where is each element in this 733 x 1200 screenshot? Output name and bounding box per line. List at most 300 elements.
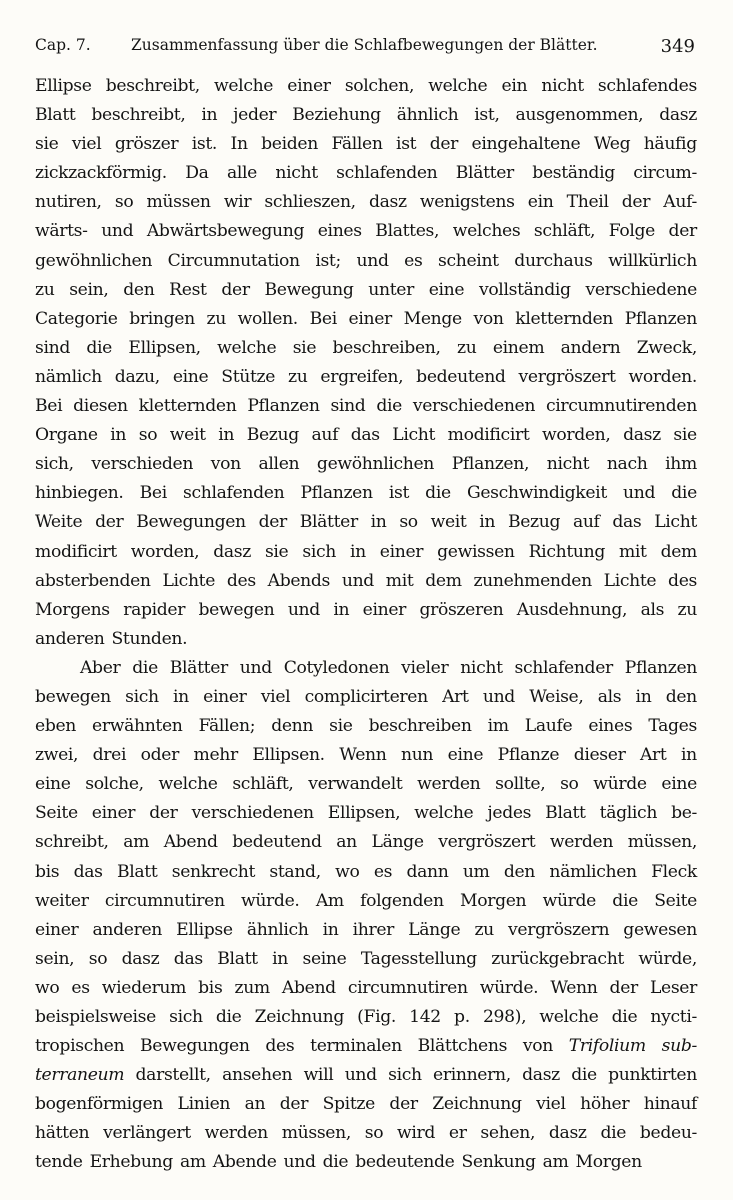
text-line (35, 1148, 697, 1177)
word: terminalen (310, 1036, 402, 1057)
word: vollständig (478, 279, 571, 300)
word: einer (91, 803, 136, 824)
word: unter (368, 279, 414, 300)
word: Ellipse (176, 919, 233, 940)
text-line (35, 1119, 697, 1148)
word: und (356, 250, 389, 271)
word: schlieszen, (264, 192, 356, 213)
word: nämlich (35, 366, 102, 387)
word: würde (593, 774, 647, 795)
word: ist (396, 134, 417, 155)
word: beständig (532, 163, 615, 184)
text-line (35, 479, 697, 508)
word: zwei, (35, 745, 79, 766)
word: die (611, 1007, 638, 1027)
page-number: 349 (660, 36, 695, 57)
word: der (621, 192, 651, 213)
word: ansehen (222, 1065, 293, 1086)
word: Bei (35, 396, 63, 417)
word: der (668, 221, 697, 242)
word: kletternden (515, 308, 614, 329)
word: Wenn (550, 977, 598, 998)
word: (Fig. (357, 1007, 396, 1027)
word: zu (474, 919, 494, 940)
word: 142 (409, 1007, 441, 1027)
word: Seite (35, 803, 78, 824)
word: viel (260, 686, 291, 707)
word: sind (35, 337, 70, 358)
word: so (560, 774, 579, 795)
word: mit (618, 541, 647, 562)
word: ist (388, 483, 410, 504)
word: Trifolium (568, 1036, 646, 1057)
word: p. (454, 1007, 470, 1027)
word: Länge (408, 919, 461, 940)
word: bogenförmigen (35, 1094, 164, 1115)
word: die (322, 1152, 349, 1173)
word: nicht (541, 76, 584, 96)
word: dasz (213, 541, 251, 562)
word: Zweck, (636, 337, 697, 358)
word: dem (425, 570, 462, 591)
word: die (671, 483, 697, 504)
text-line (35, 916, 697, 945)
word: Aber (80, 657, 121, 678)
word: ausgenommen, (515, 105, 644, 126)
text-line (35, 508, 697, 537)
word: eine (35, 774, 71, 795)
word: nämlichen (549, 861, 637, 882)
word: es (71, 977, 90, 998)
word: wiederum (101, 977, 187, 998)
word: andern (560, 337, 621, 358)
word: Weite (35, 512, 83, 533)
word: einer (35, 919, 79, 940)
word: müssen, (627, 832, 697, 853)
word: würde. (479, 977, 539, 998)
word: welche (428, 76, 488, 96)
word: Blatt (35, 105, 76, 126)
text-line (35, 538, 697, 567)
word: bedeutend (232, 832, 322, 853)
word: sie (35, 134, 59, 155)
word: ein (501, 76, 528, 96)
word: Pflanzen (624, 308, 697, 329)
word: Pflanzen (247, 396, 320, 417)
word: modificirt (447, 425, 530, 446)
word: Cotyledonen (283, 657, 390, 678)
word: in (322, 919, 339, 940)
word: in (218, 425, 235, 446)
word: Morgen (575, 1152, 642, 1173)
word: müssen, (281, 1123, 351, 1144)
word: sub- (661, 1036, 697, 1057)
word: den (123, 279, 155, 300)
word: circumnutiren (347, 977, 468, 998)
word: vieler (401, 657, 449, 678)
word: so (114, 192, 134, 213)
word: einer (379, 541, 424, 562)
word: dasz (659, 105, 697, 126)
word: würde (542, 890, 596, 911)
word: einer (348, 308, 392, 329)
word: Laufe (524, 716, 573, 737)
word: erinnern, (433, 1065, 511, 1086)
word: einer (203, 686, 247, 707)
word: einem (492, 337, 545, 358)
word: ihrer (352, 919, 395, 940)
word: am (179, 1152, 206, 1173)
word: um (462, 861, 490, 882)
word: eines (317, 221, 362, 242)
word: gewesen (623, 919, 697, 940)
word: verschiedene (585, 279, 697, 300)
word: in (110, 425, 127, 446)
text-line (35, 159, 697, 188)
word: 298), (482, 1007, 527, 1027)
word: weit (430, 512, 467, 533)
word: die (215, 1007, 242, 1027)
word: Leser (649, 977, 697, 998)
word: ähnlich (396, 105, 459, 126)
word: im (487, 716, 509, 737)
word: Organe (35, 425, 98, 446)
word: Circumnutation (167, 250, 300, 271)
word: wärts- (35, 221, 88, 242)
word: wo (335, 861, 360, 882)
word: der (221, 279, 250, 300)
word: den (503, 861, 536, 882)
text-line (35, 1061, 697, 1090)
word: dazu, (114, 366, 160, 387)
word: mit (385, 570, 414, 591)
text-line (35, 887, 697, 916)
word: der (429, 134, 459, 155)
word: dann (406, 861, 449, 882)
word: Bei (139, 483, 167, 504)
word: des (265, 1036, 295, 1057)
word: die (612, 890, 638, 911)
word: worden, (541, 425, 611, 446)
word: zu (677, 599, 697, 620)
word: In (230, 134, 248, 155)
word: sein, (69, 279, 109, 300)
word: solchen, (344, 76, 415, 96)
word: Da (185, 163, 209, 184)
word: denn (271, 716, 314, 737)
word: Tages (648, 716, 697, 737)
word: auf (572, 512, 600, 533)
word: Blätter (169, 657, 228, 678)
word: wird (397, 1123, 436, 1144)
word: Lichte (162, 570, 216, 591)
word: an (244, 1094, 266, 1115)
word: beispielsweise (35, 1007, 156, 1027)
word: auf (311, 425, 339, 446)
text-line (35, 654, 697, 683)
word: Ausdehnung, (516, 599, 628, 620)
word: und (287, 599, 320, 620)
word: und (239, 657, 272, 678)
word: würde, (638, 948, 697, 969)
text-line (35, 130, 697, 159)
word: in (272, 948, 289, 969)
word: jeder (233, 105, 277, 126)
word: Richtung (528, 541, 605, 562)
word: zu (35, 279, 55, 300)
word: nicht (275, 163, 318, 184)
word: die (600, 1123, 627, 1144)
word: verschiedenen (412, 396, 536, 417)
word: viel (536, 1094, 566, 1115)
word: und (482, 686, 515, 707)
word: senkrecht (171, 861, 256, 882)
word: nicht (460, 657, 503, 678)
word: die (132, 657, 158, 678)
word: Bewegungen (136, 512, 246, 533)
word: Stunden. (111, 628, 188, 649)
word: nach (606, 454, 648, 475)
word: wir (223, 192, 252, 213)
word: Beziehung (292, 105, 381, 126)
word: will (303, 1065, 334, 1086)
text-line (35, 828, 697, 857)
word: Morgen (459, 890, 527, 911)
word: gewöhnlichen (316, 454, 435, 475)
word: er (448, 1123, 467, 1144)
word: Art (442, 686, 469, 707)
word: Erhebung (89, 1152, 173, 1173)
word: Blatt (116, 861, 158, 882)
word: eines (588, 716, 633, 737)
book-page (35, 28, 697, 1188)
word: so (364, 1123, 384, 1144)
word: Pflanzen, (451, 454, 530, 475)
word: häufig (643, 134, 697, 155)
word: so (88, 948, 108, 969)
word: verschiedenen (191, 803, 314, 824)
word: schlafenden (336, 163, 438, 184)
word: von (473, 308, 504, 329)
word: Am (315, 890, 344, 911)
word: beschreiben, (332, 337, 441, 358)
word: Zeichnung (432, 1094, 522, 1115)
word: ähnlich (246, 919, 309, 940)
word: Ellipsen. (252, 745, 325, 766)
text-line (35, 770, 697, 799)
word: Fällen (331, 134, 383, 155)
word: Lichte (603, 570, 657, 591)
word: modificirt (35, 541, 117, 562)
word: und (341, 570, 374, 591)
text-line (35, 421, 697, 450)
word: und (101, 221, 134, 242)
word: ist; (315, 250, 341, 271)
word: des (226, 570, 256, 591)
word: das (350, 425, 380, 446)
text-line (35, 188, 697, 217)
word: Bezug (246, 425, 299, 446)
word: nutiren, (35, 192, 102, 213)
word: schläft, (533, 221, 596, 242)
word: Abende (212, 1152, 277, 1173)
word: worden, (130, 541, 200, 562)
word: weiter (35, 890, 89, 911)
word: eben (35, 716, 77, 737)
word: drei (92, 745, 127, 766)
word: dasz (623, 425, 661, 446)
word: Licht (392, 425, 436, 446)
word: eine (447, 745, 484, 766)
word: nycti- (650, 1007, 697, 1027)
word: Rest (169, 279, 207, 300)
word: bis (198, 977, 223, 998)
word: zu (457, 337, 477, 358)
word: stand, (269, 861, 321, 882)
word: Blätter (299, 512, 358, 533)
word: vergröszern (508, 919, 610, 940)
word: erwähnten (92, 716, 183, 737)
word: des (668, 570, 697, 591)
text-line (35, 101, 697, 130)
word: das (173, 948, 203, 969)
word: darstellt, (135, 1065, 211, 1086)
word: Fleck (651, 861, 697, 882)
word: zurückgebracht (491, 948, 624, 969)
word: nun (400, 745, 434, 766)
word: sie (264, 541, 289, 562)
word: zickzackförmig. (35, 163, 167, 184)
word: sich (169, 1007, 203, 1027)
word: würde. (240, 890, 300, 911)
paragraph (35, 654, 697, 1178)
word: die (571, 1065, 597, 1086)
word: kletternden (138, 396, 237, 417)
word: diesen (73, 396, 128, 417)
word: Ellipse (35, 76, 92, 96)
word: verlängert (103, 1123, 191, 1144)
word: sollte, (495, 774, 546, 795)
word: hätten (35, 1123, 90, 1144)
word: müssen (146, 192, 211, 213)
word: Pflanze (497, 745, 560, 766)
word: schläft, (232, 774, 294, 795)
word: Theil (566, 192, 609, 213)
text-line (35, 392, 697, 421)
word: zu (206, 308, 226, 329)
word: Folge (608, 221, 655, 242)
text-line (35, 1032, 697, 1061)
word: bedeu- (639, 1123, 697, 1144)
word: dasz (522, 1065, 560, 1086)
word: in (479, 512, 496, 533)
word: Weg (593, 134, 631, 155)
word: welche (213, 76, 274, 96)
word: bedeutende (355, 1152, 455, 1173)
word: Senkung (461, 1152, 536, 1173)
word: der (279, 1094, 309, 1115)
chapter-label: Cap. 7. (35, 36, 91, 54)
word: dem (660, 541, 697, 562)
word: Seite (654, 890, 697, 911)
word: in (173, 686, 189, 707)
word: eine (428, 279, 465, 300)
word: dieser (573, 745, 626, 766)
word: schlafenden (183, 483, 285, 504)
word: als (640, 599, 665, 620)
word: solche, (85, 774, 144, 795)
word: Ellipsen, (327, 803, 401, 824)
word: weit (169, 425, 206, 446)
word: Ellipsen, (128, 337, 201, 358)
word: sie (329, 716, 353, 737)
word: tropischen (35, 1036, 125, 1057)
word: werden (417, 774, 481, 795)
word: Abend (281, 977, 336, 998)
word: den (665, 686, 697, 707)
word: absterbenden (35, 570, 151, 591)
word: Abwärtsbewegung (146, 221, 305, 242)
word: schlafendes (597, 76, 697, 96)
word: welche (217, 337, 277, 358)
word: Stütze (221, 366, 276, 387)
word: Auf- (663, 192, 697, 213)
word: als (597, 686, 622, 707)
word: sie (292, 337, 317, 358)
word: es (404, 250, 423, 271)
text-line (35, 596, 697, 625)
word: folgenden (360, 890, 444, 911)
word: Blättchens (417, 1036, 508, 1057)
word: Länge (371, 832, 424, 853)
word: sich (388, 1065, 422, 1086)
word: und (623, 483, 656, 504)
word: welche (414, 803, 474, 824)
word: wenigstens (419, 192, 515, 213)
word: schreibt, (35, 832, 109, 853)
text-line (35, 247, 697, 276)
word: sich, (35, 454, 74, 475)
word: sie (673, 425, 697, 446)
word: welche (539, 1007, 599, 1027)
word: Fällen; (198, 716, 256, 737)
word: scheint (438, 250, 499, 271)
word: von (210, 454, 241, 475)
word: ist. (191, 134, 218, 155)
text-line (35, 683, 697, 712)
word: circumnutirenden (545, 396, 697, 417)
word: anderen (92, 919, 163, 940)
word: eine (661, 774, 697, 795)
word: werden (204, 1123, 268, 1144)
paragraph (35, 72, 697, 654)
word: täglich (599, 803, 658, 824)
word: Bei (309, 308, 337, 329)
word: beschreiben (368, 716, 472, 737)
body-text (35, 72, 697, 1178)
word: rapider (123, 599, 186, 620)
word: vergröszert (518, 366, 616, 387)
word: sehen, (480, 1123, 536, 1144)
word: Menge (403, 308, 462, 329)
word: sein, (35, 948, 75, 969)
word: hinauf (643, 1094, 697, 1115)
word: dasz (121, 948, 160, 969)
word: wo (35, 977, 60, 998)
word: zunehmenden (473, 570, 592, 591)
word: bringen (129, 308, 195, 329)
word: seine (302, 948, 347, 969)
